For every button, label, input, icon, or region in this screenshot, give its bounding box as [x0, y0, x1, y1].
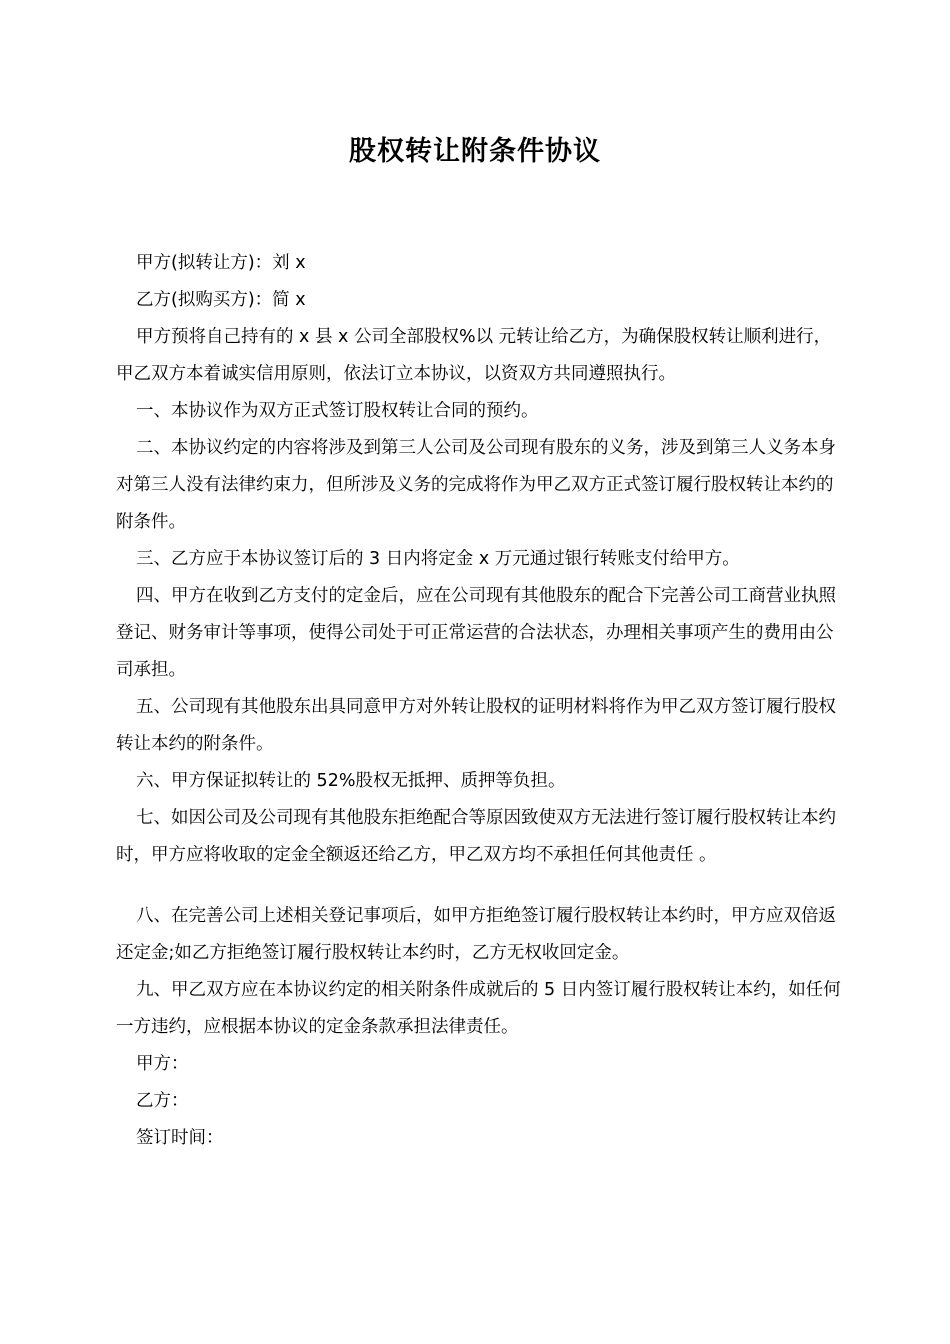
clause-5: 五、公司现有其他股东出具同意甲方对外转让股权的证明材料将作为甲乙双方签订履行股权转让本约的附条件。: [116, 697, 836, 754]
document-title: 股权转让附条件协议: [349, 136, 601, 167]
clause-6: 六、甲方保证拟转让的 52%股权无抵押、质押等负担。: [136, 771, 566, 791]
clause-2: 二、本协议约定的内容将涉及到第三人公司及公司现有股东的义务，涉及到第三人义务本身对第三人没有法律约束力，但所涉及义务的完成将作为甲乙双方正式签订履行股权转让本约的附条件。: [116, 438, 836, 532]
party-a-line: 甲方(拟转让方)：刘 x: [136, 253, 306, 273]
preamble-paragraph: 甲方预将自己持有的 x 县 x 公司全部股权%以 元转让给乙方，为确保股权转让顺利进行，甲乙双方本着诚实信用原则，依法订立本协议，以资双方共同遵照执行。: [116, 327, 832, 384]
signature-party-b: 乙方：: [136, 1091, 189, 1111]
clause-3: 三、乙方应于本协议签订后的 3 日内将定金 x 万元通过银行转账支付给甲方。: [136, 549, 740, 569]
clause-8: 八、在完善公司上述相关登记事项后，如甲方拒绝签订履行股权转让本约时，甲方应双倍返还定金;如乙方拒绝签订履行股权转让本约时，乙方无权收回定金。: [116, 906, 836, 963]
clause-4: 四、甲方在收到乙方支付的定金后，应在公司现有其他股东的配合下完善公司工商营业执照登记、财务审计等事项，使得公司处于可正常运营的合法状态，办理相关事项产生的费用由公司承担。: [116, 586, 836, 680]
document-body: [116, 245, 842, 1157]
clause-9: 九、甲乙双方应在本协议约定的相关附条件成就后的 5 日内签订履行股权转让本约，如任何一方违约，应根据本协议的定金条款承担法律责任。: [116, 980, 841, 1037]
clause-7: 七、如因公司及公司现有其他股东拒绝配合等原因致使双方无法进行签订履行股权转让本约时，甲方应将收取的定金全额返还给乙方，甲乙双方均不承担任何其他责任 。: [116, 808, 836, 865]
clause-1: 一、本协议作为双方正式签订股权转让合同的预约。: [136, 401, 539, 421]
signature-party-a: 甲方：: [136, 1054, 189, 1074]
paragraph-spacer: [116, 874, 842, 898]
party-b-line: 乙方(拟购买方)：简 x: [136, 290, 306, 310]
signature-date: 签订时间：: [136, 1128, 224, 1148]
